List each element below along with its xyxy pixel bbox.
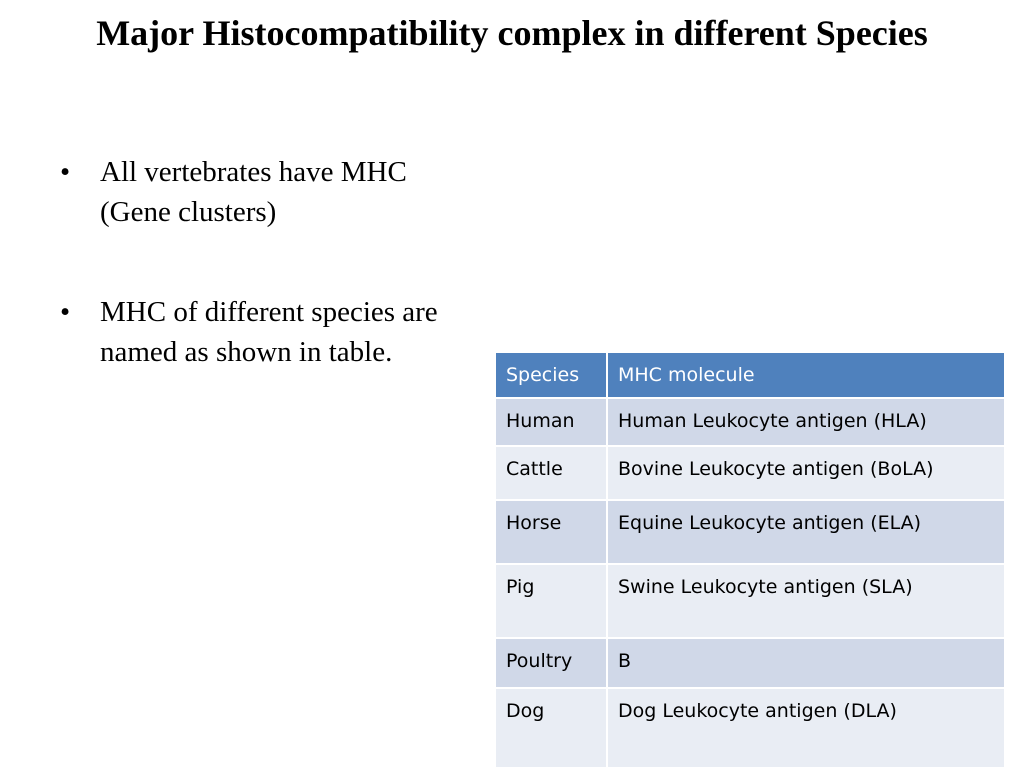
cell-species: Pig [495, 564, 607, 638]
cell-species: Human [495, 398, 607, 446]
slide-title: Major Histocompatibility complex in different Species [96, 13, 928, 53]
mhc-species-table [494, 351, 1006, 769]
cell-species: Horse [495, 500, 607, 564]
cell-mhc-molecule: Bovine Leukocyte antigen (BoLA) [607, 446, 1005, 500]
bullet-dot-icon: • [60, 156, 71, 188]
table-row [495, 500, 1005, 564]
bullet-text: MHC of different species are named as shown in table. [100, 296, 438, 368]
table-header-row [495, 352, 1005, 398]
cell-mhc-molecule: Human Leukocyte antigen (HLA) [607, 398, 1005, 446]
cell-mhc-molecule: Equine Leukocyte antigen (ELA) [607, 500, 1005, 564]
table-row [495, 446, 1005, 500]
cell-mhc-molecule: B [607, 638, 1005, 688]
bullet-dot-icon: • [60, 296, 71, 328]
table-row [495, 688, 1005, 768]
cell-mhc-molecule: Dog Leukocyte antigen (DLA) [607, 688, 1005, 768]
bullet-item [60, 292, 480, 372]
table-row [495, 564, 1005, 638]
header-species: Species [495, 352, 607, 398]
table-row [495, 398, 1005, 446]
bullet-list [60, 152, 480, 432]
cell-species: Poultry [495, 638, 607, 688]
table-row [495, 638, 1005, 688]
cell-species: Cattle [495, 446, 607, 500]
bullet-item [60, 152, 480, 232]
cell-species: Dog [495, 688, 607, 768]
header-mhc-molecule: MHC molecule [607, 352, 1005, 398]
bullet-text: All vertebrates have MHC (Gene clusters) [100, 156, 407, 228]
cell-mhc-molecule: Swine Leukocyte antigen (SLA) [607, 564, 1005, 638]
